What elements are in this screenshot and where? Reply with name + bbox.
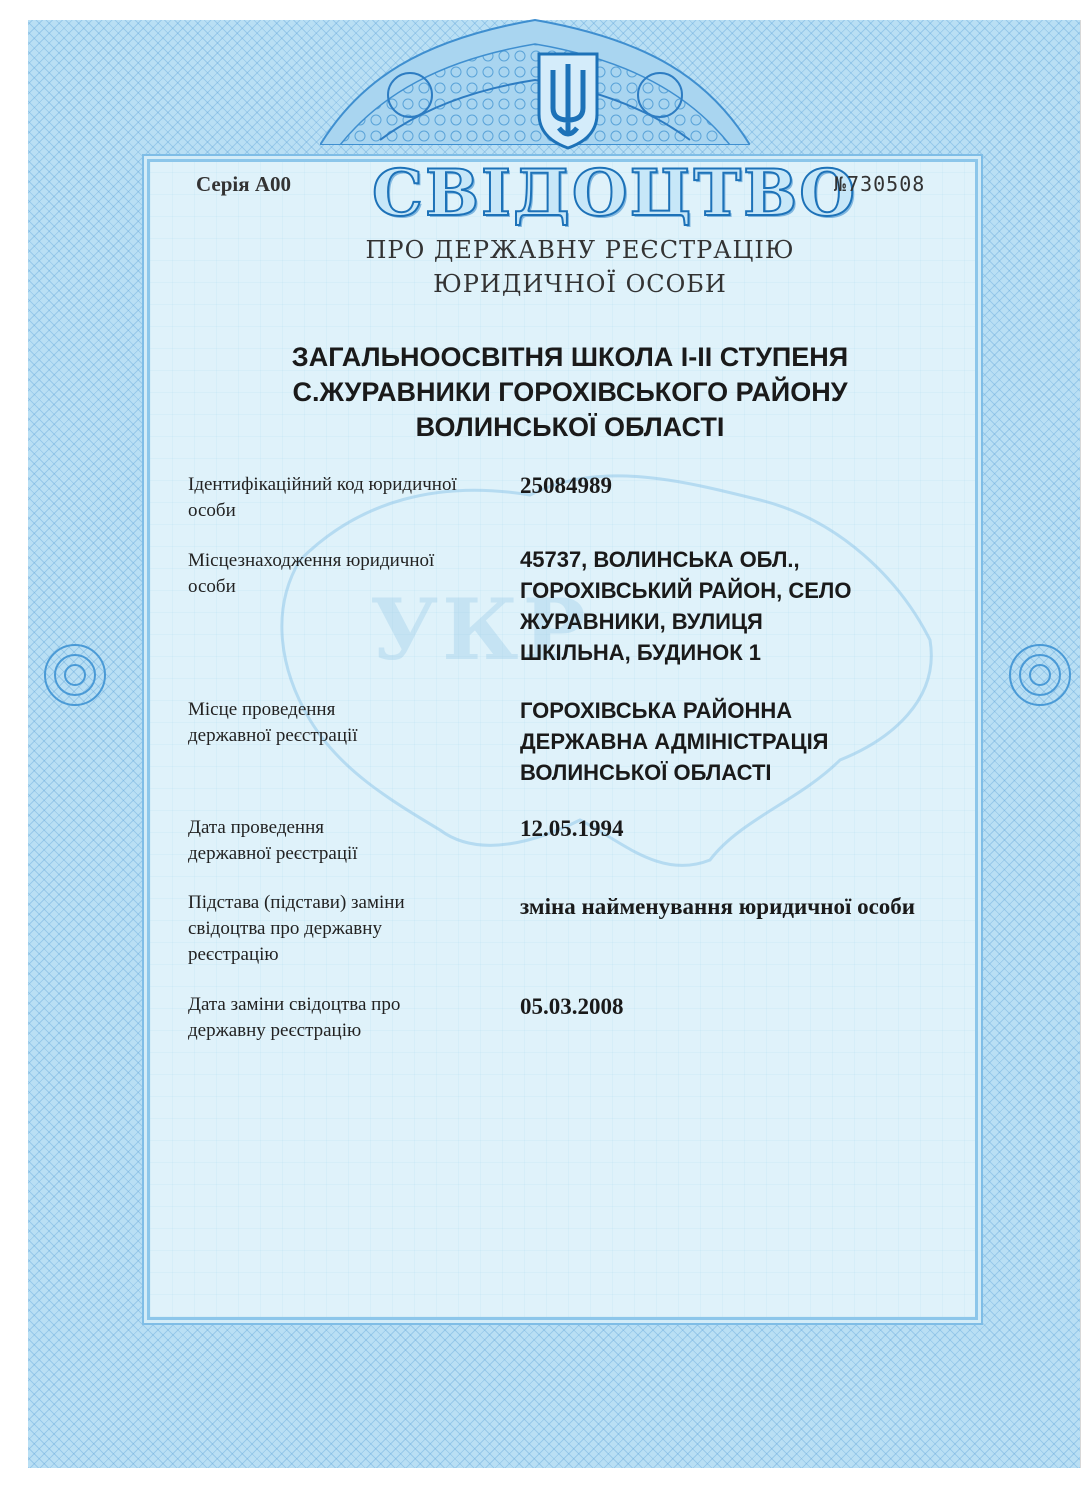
- field-label-registration-place: Місце проведення державної реєстрації: [188, 699, 358, 746]
- entity-name-line: ЗАГАЛЬНООСВІТНЯ ШКОЛА І-ІІ СТУПЕНЯ: [291, 342, 849, 372]
- field-label-registration-date: Дата проведення державної реєстрації: [188, 817, 358, 864]
- field-label-location: Місцезнаходження юридичної особи: [188, 550, 435, 597]
- watermark-text: УКР: [370, 580, 590, 679]
- field-value-registration-place: ГОРОХІВСЬКА РАЙОННА ДЕРЖАВНА АДМІНІСТРАЦІЯ ВОЛИНСЬКОЇ ОБЛАСТІ: [520, 698, 829, 785]
- field-value-replacement-reason: зміна найменування юридичної особи: [520, 894, 916, 919]
- subtitle-line-1: ПРО ДЕРЖАВНУ РЕЄСТРАЦІЮ: [365, 236, 795, 264]
- subtitle-line-2: ЮРИДИЧНОЇ ОСОБИ: [433, 270, 727, 298]
- entity-name-line: ВОЛИНСЬКОЇ ОБЛАСТІ: [415, 412, 725, 442]
- certificate-number: №730508: [834, 172, 926, 196]
- field-label-replacement-date: Дата заміни свідоцтва про державну реєстрацію: [188, 994, 401, 1041]
- rosette-icon: [40, 640, 110, 710]
- field-value-id-code: 25084989: [520, 473, 612, 498]
- trident-icon: [533, 50, 603, 150]
- field-value-location: 45737, ВОЛИНСЬКА ОБЛ., ГОРОХІВСЬКИЙ РАЙОН, СЕЛО ЖУРАВНИКИ, ВУЛИЦЯ ШКІЛЬНА, БУДИНОК 1: [520, 547, 852, 665]
- field-value-registration-date: 12.05.1994: [520, 816, 624, 841]
- rosette-icon: [1005, 640, 1075, 710]
- field-value-replacement-date: 05.03.2008: [520, 994, 624, 1019]
- certificate-title: СВІДОЦТВО: [372, 156, 857, 231]
- field-label-id-code: Ідентифікаційний код юридичної особи: [188, 474, 457, 521]
- entity-name-line: С.ЖУРАВНИКИ ГОРОХІВСЬКОГО РАЙОНУ: [292, 377, 848, 407]
- field-label-replacement-reason: Підстава (підстави) заміни свідоцтва про державну реєстрацію: [188, 892, 405, 965]
- series-label: Серія А00: [196, 172, 292, 196]
